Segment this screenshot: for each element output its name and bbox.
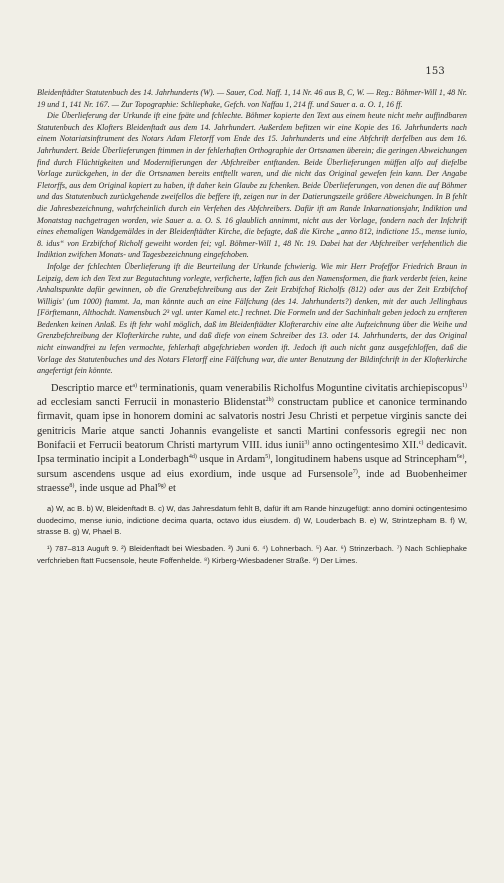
assessment-paragraph: Infolge der fchlechten Überlieferung ift die Beurteilung der Urkunde fchwierig. Wie mir Herr Profeffor Friedrich Braun in Leipzig, dem ich den Text zur Begutachtung vorlegte, verficherte, laffen fich aus den Namensformen, die ftark verderbt feien, keine Anhaltspunkte dafür gewinnen, ob die Grenzbefchreibung aus der Zeit Erzbifchof Richolfs (812) oder aus der Zeit Erzbifchof Willigis' (um 1000) ftammt. Ja, man könnte auch an eine Fälfchung (des 14. Jahrhunderts?) denken, mit der auch Jellinghaus [Förftemann, Althochdt. Namensbuch 2³ vgl. unter Kamel etc.] rechnet. Die Formeln und der Sachinhalt geben jedoch zu ernfteren Bedenken keinen Anlaß. Es ift fehr wohl möglich, daß im Bleidenftädter Klofterarchiv eine alte Aufzeichnung über die Weihe und Grenzbefchreibung der Klofterkirche ruhte, und daß diefe von einem Schreiber des 13. oder 14. Jahrhunderts, der das Original nicht einwandfrei zu lefen vermochte, fehlerhaft abgefchrieben worden ift. Jedoch ift auch nicht ganz ausgefchloffen, daß die Vorlage des Statutenbuches und des Notars Fletorff eine Fälfchung war, die unter Benutzung der Bildinfchrift in der Klofterkirche angefertigt fein könnte. bbox=[37, 261, 467, 376]
footnote-marker: 8) bbox=[69, 482, 75, 489]
page-body bbox=[37, 87, 467, 566]
footnote-marker: 5) bbox=[265, 454, 271, 461]
commentary-section bbox=[37, 87, 467, 377]
charter-text-segment: et bbox=[165, 482, 176, 494]
page-number: 153 bbox=[425, 66, 445, 77]
transmission-paragraph: Die Überlieferung der Urkunde ift eine fpäte und fchlechte. Böhmer kopierte den Text aus einem heute nicht mehr auffindbaren Statutenbuch des Klofters Bleidenftadt aus dem 14. Jahrhundert. Außerdem befitzen wir eine Kopie des 16. Jahrhunderts nach einem Notariatsinftrument des Notars Adam Fletorff vom Ende des 15. Jahrhunderts und eine Abfchrift derfelben aus dem 16. Jahrhundert. Beide Überlieferungen ftimmen in der fehlerhaften Orthographie der Ortsnamen überein; die geringen Abweichungen find durch Flüchtigkeiten und Modernifierungen der Abfchreiber entftanden. Beide Überlieferungen müffen alfo auf diefelbe Vorlage zurückgehen, in der die Ortsnamen bereits entftellt waren, und die nicht das Original gewefen fein kann. Der Angabe Fletorffs, aus dem Original kopiert zu haben, ift daher kein Glaube zu fchenken. Beide Überlieferungen, von denen die auf Böhmer und das Statutenbuch zurückgehende zweifellos die beffere ift, zeigen nur in der Datierungszeile größere Abweichungen. In B fehlt die Jahresbezeichnung, wahrfcheinlich durch ein Verfehen des Abfchreibers. Dafür ift am Rande Inkarnationsjahr, Indiktion und Monatstag nachgetragen worden, wie Sauer a. a. O. S. 16 glaublich annimmt, nicht aus der Vorlage, fondern nach der Infchrift eines ehemaligen Wandgemäldes in der Bleidenftädter Kirche, die befagte, daß die Kirche „anno 812, indictione 15., mense iunio, 8. idus“ von Erzbifchof Richolf geweiht worden fei; vgl. Böhmer-Will 1, 48 Nr. 19. Dabei hat der Abfchreiber verfehentlich die Indiktion zwifchen Monats- und Tagesbezeichnung eingefchoben. bbox=[37, 111, 467, 260]
charter-text-segment: , inde ad Buobenheimer straesse bbox=[37, 468, 468, 494]
footnote-marker: 7) bbox=[352, 468, 358, 475]
charter-text-segment: dedicavit. Ipsa terminatio incipit a Londerbagh bbox=[37, 440, 468, 466]
footnote-marker: 9g) bbox=[157, 482, 166, 489]
charter-text-segment: , longitudinem habens usque ad Strincepham bbox=[270, 454, 457, 466]
footnote-marker: 1) bbox=[462, 382, 468, 389]
charter-text-segment: Descriptio marce et bbox=[51, 382, 133, 394]
charter-text-segment: terminationis, quam venerabilis Richolfus Moguntine civitatis archiepiscopus bbox=[137, 382, 463, 394]
charter-text-segment: , sursum ascendens usque ad eius exordium, inde usque ad Fursensole bbox=[37, 454, 467, 480]
charter-text-segment: constructam publice et canonice terminando firmavit, quam ipse in honorem domini ac salvatoris nostri Jesu Christi et perpetue virginis sancte dei genitricis Marie atque sancti Johannis evangeliste et sancti Martini confessoris egregii nec non Bonifacii et Ferrucii beatorum Christi martyrum VIII. idus iunii bbox=[37, 397, 468, 452]
charter-text-segment: , inde usque ad Phal bbox=[74, 482, 158, 494]
charter-text-segment: ad ecclesiam sancti Ferrucii in monasterio Blidenstat bbox=[37, 397, 266, 409]
footnote-marker: 2b) bbox=[265, 397, 274, 404]
charter-text-segment: anno octingentesimo XII. bbox=[309, 440, 419, 452]
textual-apparatus: a) W, ac B. b) W, Bleidenftadt B. c) W, das Jahresdatum fehlt B, dafür ift am Rande hinzugefügt: anno domini octingentesimo duodecimo, mense iunio, indictione decima quarta, octavo idus eiusdem. d) W, Louderbach B. e) W, Strintzepham B. f) W, strasse B. g) W, Phael B. bbox=[37, 504, 467, 537]
footnote-marker: 4d) bbox=[188, 454, 197, 461]
footnote-marker: a) bbox=[132, 382, 138, 389]
explanatory-notes: ¹) 787–813 Auguft 9. ²) Bleidenftadt bei Wiesbaden. ³) Juni 6. ⁴) Lohnerbach. ⁵) Aar. ⁶) Strinzerbach. ⁷) Nach Schliephake verfchrieben ftatt Fucsensole, heute Foffenhelde. ⁸) Kirberg-Wiesbadener Straße. ⁹) Der Limes. bbox=[37, 544, 467, 565]
charter-text bbox=[37, 382, 467, 496]
footnote-marker: 3) bbox=[304, 440, 310, 447]
footnote-marker: 6e) bbox=[456, 454, 465, 461]
source-citation-paragraph: Bleidenftädter Statutenbuch des 14. Jahrhunderts (W). — Sauer, Cod. Naff. 1, 14 Nr. 46 aus B, C, W. — Reg.: Böhmer-Will 1, 48 Nr. 19 und 1, 141 Nr. 167. — Zur Topographie: Schliephake, Gefch. von Naffau 1, 214 ff. und Sauer a. a. O. 1, 16 ff. bbox=[37, 88, 467, 109]
footnote-marker: c) bbox=[418, 440, 424, 447]
charter-text-segment: usque in Ardam bbox=[196, 454, 266, 466]
